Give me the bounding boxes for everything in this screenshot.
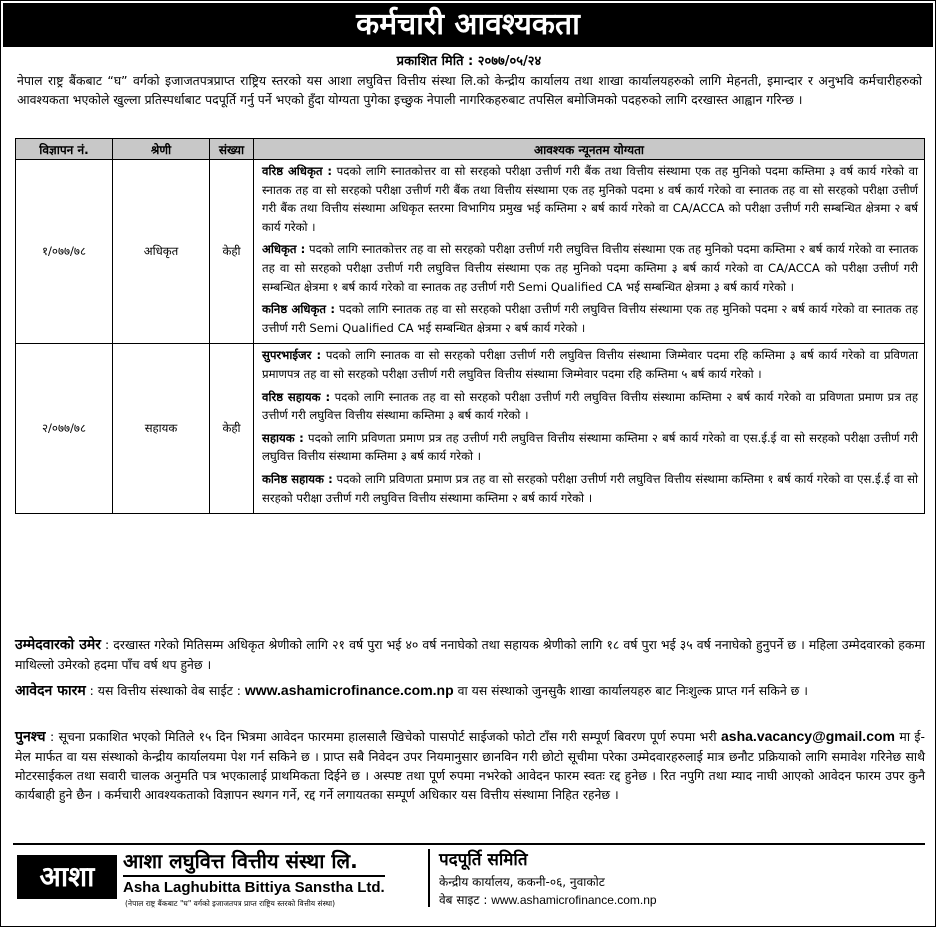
note-label: पुनश्च (15, 729, 46, 745)
note-text-after: मा ई-मेल मार्फत वा यस संस्थाको केन्द्रीय कार्यालयमा पेश गर्न सकिने छ । प्राप्त सबै निवेदन उपर नियमानुसार छानविन गरी छोटो सूचीमा परेका उम्मेदवारहरुलाई मात्र छनौट प्रक्रियाको लागि समावेश गरिनेछ साथै मोटरसाईकल तथा सवारी चालक अनुमति पत्र भएकालाई प्राथमिकता दिईने छ । अस्पष्ट तथा पूर्ण रुपमा नभरेको आवेदन फारम स्वतः रद्द हुनेछ । रित नपुगि तथा म्याद नाघी आएको आवेदन फारम उपर कुनै कार्यबाही हुने छैन । कर्मचारी आवश्यकताको विज्ञापन स्थगन गर्ने, रद्द गर्ने लगायतका सम्पूर्ण अधिकार यस वित्तीय संस्थामा निहित रहनेछ । (15, 729, 925, 802)
header-category: श्रेणी (113, 139, 210, 160)
application-form (15, 681, 925, 701)
footer-website-link[interactable]: www.ashamicrofinance.com.np (491, 893, 657, 907)
qualification-item (262, 429, 918, 466)
position-requirement: पदको लागि प्रविणता प्रमाण प्रत्र तह वा सो सरहको परीक्षा उत्तीर्ण गरी लघुवित्त वित्तीय संस्थामा कम्तिमा १ बर्ष कार्य गरेको वा एस.ई.ई वा सो सरहको परीक्षा उत्तीर्ण गरी लघुवित्त वित्तीय संस्थामा कम्तिमा २ बर्ष कार्य गरेको । (262, 471, 918, 505)
org-license-note: (नेपाल राष्ट्र बैंकबाट "घ" वर्गको इजाजतपत्र प्राप्त राष्ट्रिय स्तरको वित्तीय संस्था) (125, 899, 336, 908)
category-cell: सहायक (113, 344, 210, 514)
qualification-item (262, 240, 918, 296)
qualification-item (262, 300, 918, 337)
footer (13, 843, 925, 911)
postscript-note (15, 727, 925, 804)
position-title: वरिष्ठ सहायक : (262, 389, 331, 404)
position-requirement: पदको लागि स्नातक तह वा सो सरहको परीक्षा उत्तीर्ण गरी लघुवित्त वित्तीय संस्थामा एक तह मुनिको पदमा २ बर्ष कार्य गरेको वा स्नातक तह उत्तीर्ण गरी Semi Qualified CA भई सम्बन्धित क्षेत्रमा २ बर्ष कार्य गरेको । (262, 302, 918, 335)
position-title: कनिष्ठ अधिकृत : (262, 302, 335, 317)
logo: आशा (17, 855, 117, 899)
category-cell: अधिकृत (113, 160, 210, 344)
position-requirement: पदको लागि स्नातक वा सो सरहको परीक्षा उत्तीर्ण गरी लघुवित्त वित्तीय संस्थामा जिम्मेवार पदमा रहि कम्तिमा ३ बर्ष कार्य गरेको वा प्रविणता प्रमाणपत्र तह वा सो सरहको परीक्षा उत्तीर्ण गरी लघुवित्त वित्तीय संस्थामा जिम्मेवार पदमा रहि कम्तिमा ५ बर्ष कार्य गरेको । (262, 348, 919, 381)
note-text-before: : सूचना प्रकाशित भएको मितिले १५ दिन भित्रमा आवेदन फारममा हालसालै खिचेको पासपोर्ट साईजको फोटो टाँस गरी सम्पूर्ण बिवरण पूर्ण रुपमा भरी (49, 729, 717, 744)
position-requirement: पदको लागि स्नातकोत्तर वा सो सरहको परीक्षा उत्तीर्ण गरी बैंक तथा वित्तीय संस्थामा एक तह मुनिको पदमा कम्तिमा ३ वर्ष कार्य गरेको वा स्नातक तह वा सो सरहको परीक्षा उत्तीर्ण गरी बैंक तथा वित्तीय संस्थामा एक तह मुनिको पदमा ४ वर्ष कार्य गरेको वा स्नातक तह वा सो सरहको परीक्षा उत्तीर्ण गरी बैंक तथा वित्तीय संस्थामा अधिकृत स्तरमा विभागिय प्रमुख भई कम्तिमा २ बर्ष कार्य गरेको वा CA/ACCA को परीक्षा उत्तीर्ण गरी सम्बन्धित क्षेत्रमा २ बर्ष कार्य गरेको । (262, 164, 919, 234)
header-count: संख्या (210, 139, 254, 160)
position-title: अधिकृत : (262, 242, 306, 257)
position-title: वरिष्ठ अधिकृत : (262, 164, 333, 178)
committee-name: पदपूर्ति समिति (439, 850, 528, 870)
qualification-item (262, 346, 918, 383)
position-requirement: पदको लागि प्रविणता प्रमाण प्रत्र तह उत्तीर्ण गरी लघुवित्त वित्तीय संस्थामा कम्तिमा २ बर्ष कार्य गरेको वा एस.ई.ई वा सो सरहको परीक्षा उत्तीर्ण गरी लघुवित्त वित्तीय संस्थामा कम्तिमा ३ बर्ष कार्य गरेको । (262, 430, 919, 464)
email-link[interactable]: asha.vacancy@gmail.com (721, 728, 895, 744)
qualification-cell (254, 160, 925, 344)
count-cell: केही (210, 344, 254, 514)
table-row (16, 160, 925, 344)
published-date: प्रकाशित मिति : २०७७/०५/२४ (396, 54, 542, 69)
header-ad-no: विज्ञापन नं. (16, 139, 113, 160)
qualification-item (262, 162, 918, 236)
qualification-item (262, 388, 918, 425)
org-name-english: Asha Laghubitta Bittiya Sanstha Ltd. (123, 875, 385, 896)
header-qualification: आवश्यक न्यूनतम योग्यता (254, 139, 925, 160)
age-label: उम्मेदवारको उमेर (15, 637, 101, 653)
qualification-item (262, 470, 918, 507)
footer-divider (428, 849, 430, 907)
web-label: वेब साइट : (439, 893, 488, 907)
form-text-after: वा यस संस्थाको जुनसुकै शाखा कार्यालयहरु बाट निःशुल्क प्राप्त गर्न सकिने छ । (457, 683, 808, 698)
page-title: कर्मचारी आवश्यकता (3, 3, 933, 47)
qualification-cell (254, 344, 925, 514)
org-name-nepali: आशा लघुवित्त वित्तीय संस्था लि. (123, 849, 358, 873)
position-requirement: पदको लागि स्नातकोत्तर तह वा सो सरहको परीक्षा उत्तीर्ण गरी लघुवित्त वित्तीय संस्थामा एक तह मुनिको पदमा कम्तिमा २ बर्ष कार्य गरेको वा स्नातक तह वा सो सरहको परीक्षा उत्तीर्ण गरी लघुवित्त वित्तीय संस्थामा एक तह मुनिको पदमा कम्तिमा ३ बर्ष कार्य गरेको वा CA/ACCA को परीक्षा उत्तीर्ण गरी सम्बन्धित क्षेत्रमा १ बर्ष कार्य गरेको वा स्नातक तह उत्तीर्ण गरी Semi Qualified CA भई सम्बन्धित क्षेत्रमा ३ बर्ष कार्य गरेको । (262, 242, 918, 294)
table-header-row (16, 139, 925, 160)
position-requirement: पदको लागि स्नातक तह वा सो सरहको परीक्षा उत्तीर्ण गरी लघुवित्त वित्तीय संस्थामा कम्तिमा २ बर्ष कार्य गरेको वा प्रविणता प्रमाण प्रत्र तह उत्तीर्ण गरी लघुवित्त वित्तीय संस्थामा कम्तिमा ३ बर्ष कार्य गरेको । (262, 389, 918, 423)
count-cell: केही (210, 160, 254, 344)
age-requirement (15, 635, 925, 674)
footer-website (439, 891, 657, 908)
position-title: कनिष्ठ सहायक : (262, 471, 333, 486)
ad-no-cell: २/०७७/७८ (16, 344, 113, 514)
table-row (16, 344, 925, 514)
website-link[interactable]: www.ashamicrofinance.com.np (244, 682, 454, 698)
form-text-before: : यस वित्तीय संस्थाको वेब साईट : (89, 683, 241, 698)
ad-no-cell: १/०७७/७८ (16, 160, 113, 344)
form-label: आवेदन फारम (15, 683, 86, 699)
age-text: : दरखास्त गरेको मितिसम्म अधिकृत श्रेणीको लागि २१ वर्ष पुरा भई ४० वर्ष ननाघेको तथा सहायक श्रेणीको लागि १८ वर्ष पुरा भई ३५ वर्ष ननाघेको हुनुपर्ने छ । महिला उम्मेदवारको हकमा माथिल्लो उमेरको हदमा पाँच वर्ष थप हुनेछ । (15, 637, 925, 672)
intro-paragraph: नेपाल राष्ट्र बैंकबाट “घ” वर्गको इजाजतपत्रप्राप्त राष्ट्रिय स्तरको यस आशा लघुवित्त वित्तीय संस्था लि.को केन्द्रीय कार्यालय तथा शाखा कार्यालयहरुको लागि मेहनती, इमान्दार र अनुभवि कर्मचारीहरुको आवश्यकता भएकोले खुल्ला प्रतिस्पर्धाबाट पदपूर्ति गर्नु पर्ने भएको हुँदा योग्यता पुगेका इच्छुक नेपाली नागरिकहरुबाट तपसिल बमोजिमको पदहरुको लागि दरखास्त आह्वान गरिन्छ । (17, 73, 922, 107)
position-title: सुपरभाईजर : (262, 348, 322, 363)
position-title: सहायक : (262, 430, 304, 445)
requirements-table (15, 138, 925, 514)
office-address: केन्द्रीय कार्यालय, ककनी-०६, नुवाकोट (439, 875, 605, 889)
